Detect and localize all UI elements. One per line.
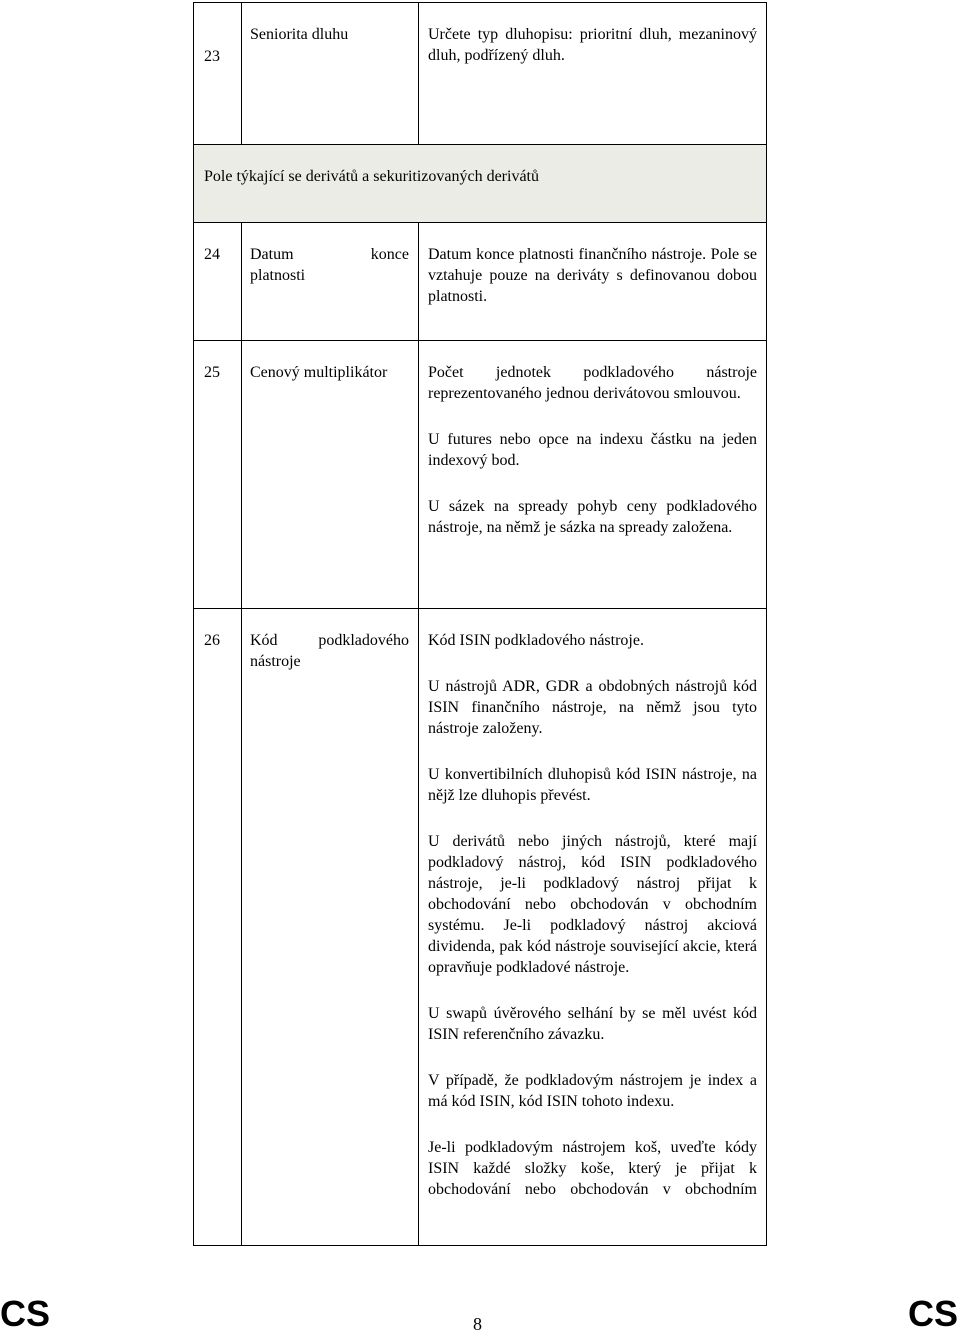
field-name-line2: nástroje [250,653,301,670]
row-number-cell [194,609,242,1246]
table-row-24 [194,223,767,341]
field-name-line1: Kód podkladového [250,632,409,649]
table-row-23 [194,3,767,145]
row-number-cell [194,341,242,609]
field-name-cell [242,341,419,609]
row-number: 23 [204,48,220,65]
field-name-line2: platnosti [250,267,306,284]
row-number: 26 [204,632,220,649]
field-name-cell [242,3,419,145]
field-name: Cenový multiplikátor [250,364,388,381]
description-paragraph: U konvertibilních dluhopisů kód ISIN nástroje, na nějž lze dluhopis převést. [428,766,757,804]
description-cell [419,223,767,341]
description-paragraph: U swapů úvěrového selhání by se měl uvést kód ISIN referenčního závazku. [428,1005,757,1043]
section-heading-cell [194,145,767,223]
section-heading: Pole týkající se derivátů a sekuritizovaných derivátů [204,168,539,185]
table-row-25 [194,341,767,609]
description-paragraph: V případě, že podkladovým nástrojem je index a má kód ISIN, kód ISIN tohoto indexu. [428,1072,757,1110]
description-paragraph: Je-li podkladovým nástrojem koš, uveďte kódy ISIN každé složky koše, který je přijat k obchodování nebo obchodován v obchodním [428,1139,757,1198]
description-paragraph: Datum konce platnosti finančního nástroje. Pole se vztahuje pouze na deriváty s definovanou dobou platnosti. [428,246,757,305]
description-paragraph: Určete typ dluhopisu: prioritní dluh, mezaninový dluh, podřízený dluh. [428,26,757,64]
language-mark-right: CS [907,1293,958,1334]
description-paragraph: U futures nebo opce na indexu částku na jeden indexový bod. [428,431,757,469]
description-paragraph: U nástrojů ADR, GDR a obdobných nástrojů kód ISIN finančního nástroje, na němž jsou tyto nástroje založeny. [428,678,757,737]
table-row-26 [194,609,767,1246]
description-paragraph: U derivátů nebo jiných nástrojů, které mají podkladový nástroj, kód ISIN podkladového nástroje, je-li podkladový nástroj přijat k obchodování nebo obchodován v obchodním systému. Je-li podkladový nástroj akciová dividenda, pak kód nástroje související akcie, která opravňuje podkladové nástroje. [428,833,757,976]
row-number-cell [194,223,242,341]
field-name: Seniorita dluhu [250,26,349,43]
row-number: 24 [204,246,220,263]
row-number-cell [194,3,242,145]
description-paragraph: Kód ISIN podkladového nástroje. [428,632,644,649]
field-name-cell [242,609,419,1246]
language-mark-left: CS [0,1293,51,1334]
field-name-line1: Datum konce [250,246,409,263]
description-paragraph: Počet jednotek podkladového nástroje reprezentovaného jednou derivátovou smlouvou. [428,364,757,402]
section-heading-row [194,145,767,223]
field-name-cell [242,223,419,341]
row-number: 25 [204,364,220,381]
page-number: 8 [473,1314,482,1334]
fields-table [193,2,767,1246]
description-cell [419,341,767,609]
description-paragraph: U sázek na spready pohyb ceny podkladového nástroje, na němž je sázka na spready založena. [428,498,757,536]
description-cell [419,3,767,145]
description-cell [419,609,767,1246]
